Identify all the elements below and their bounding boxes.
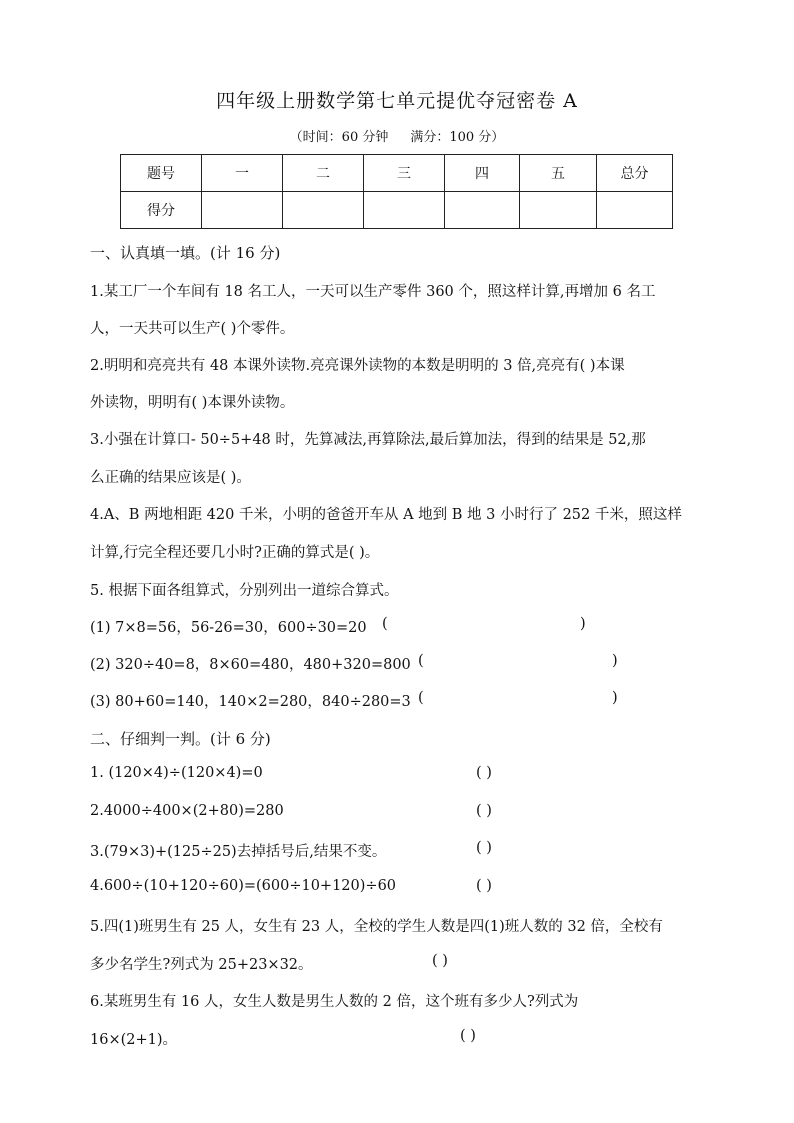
sub-item-2-close-paren: ) <box>612 653 618 669</box>
score-table-header: 四 <box>445 155 520 192</box>
score-table-header: 一 <box>202 155 283 192</box>
question-line: 5. 根据下面各组算式，分别列出一道综合算式。 <box>90 583 399 599</box>
judge-mark-5: ( ) <box>432 953 448 969</box>
judge-item-6-line-2: 16×(2+1)。 <box>90 1032 178 1048</box>
score-table-score-row <box>121 192 673 229</box>
question-line: 计算,行完全程还要几小时?正确的算式是( )。 <box>90 545 380 561</box>
sub-item-2-open-paren: ( <box>418 653 424 669</box>
sub-item-3-text: (3) 80+60=140，140×2=280，840÷280=3 <box>90 694 411 710</box>
question-line: 1.某工厂一个车间有 18 名工人，一天可以生产零件 360 个，照这样计算,再增加 6 名工 <box>90 284 656 300</box>
judge-item-5-line-1: 5.四(1)班男生有 25 人，女生有 23 人，全校的学生人数是四(1)班人数的 32 倍，全校有 <box>90 919 663 935</box>
score-table-header: 五 <box>520 155 597 192</box>
section-2-heading: 二、仔细判一判。(计 6 分) <box>90 730 271 748</box>
question-line: 外读物，明明有( )本课外读物。 <box>90 395 295 411</box>
judge-mark-2: ( ) <box>476 803 492 819</box>
score-table-header: 总分 <box>597 155 673 192</box>
score-cell[interactable] <box>202 192 283 229</box>
score-table-header: 三 <box>364 155 445 192</box>
judge-item-3: 3.(79×3)+(125÷25)去掉括号后,结果不变。 <box>90 844 387 860</box>
sub-item-2-text: (2) 320÷40=8，8×60=480，480+320=800 <box>90 657 411 673</box>
score-cell[interactable] <box>283 192 364 229</box>
judge-mark-1: ( ) <box>476 765 492 781</box>
page-title: 四年级上册数学第七单元提优夺冠密卷 A <box>216 90 578 112</box>
question-line: 人，一天共可以生产( )个零件。 <box>90 321 295 337</box>
judge-mark-4: ( ) <box>476 878 492 894</box>
score-cell[interactable] <box>364 192 445 229</box>
sub-item-3-open-paren: ( <box>418 690 424 706</box>
judge-item-6-line-1: 6.某班男生有 16 人，女生人数是男生人数的 2 倍，这个班有多少人?列式为 <box>90 994 579 1010</box>
question-line: 4.A、B 两地相距 420 千米，小明的爸爸开车从 A 地到 B 地 3 小时行了 252 千米，照这样 <box>90 507 682 523</box>
sub-item-1-text: (1) 7×8=56，56-26=30，600÷30=20 <box>90 620 367 636</box>
section-1-heading: 一、认真填一填。(计 16 分) <box>90 244 281 262</box>
question-line: 3.小强在计算口- 50÷5+48 时，先算减法,再算除法,最后算加法，得到的结果是 52,那 <box>90 432 646 448</box>
score-cell[interactable] <box>520 192 597 229</box>
sub-item-1-open-paren: ( <box>382 616 388 632</box>
score-table-header: 题号 <box>121 155 202 192</box>
exam-time: （时间：60 分钟 <box>289 130 389 145</box>
score-table-header: 二 <box>283 155 364 192</box>
exam-info <box>0 126 794 145</box>
judge-mark-6: ( ) <box>460 1028 476 1044</box>
score-table-header-row <box>121 155 673 192</box>
exam-full-score: 满分：100 分） <box>410 130 505 145</box>
score-cell[interactable] <box>445 192 520 229</box>
score-cell[interactable] <box>597 192 673 229</box>
sub-item-3-close-paren: ) <box>612 690 618 706</box>
judge-item-1: 1. (120×4)÷(120×4)=0 <box>90 765 263 781</box>
question-line: 2.明明和亮亮共有 48 本课外读物.亮亮课外读物的本数是明明的 3 倍,亮亮有( )本课 <box>90 358 625 374</box>
question-line: 么正确的结果应该是( )。 <box>90 470 251 486</box>
judge-item-5-line-2: 多少名学生?列式为 25+23×32。 <box>90 957 313 973</box>
sub-item-1-close-paren: ) <box>580 616 586 632</box>
score-table <box>120 154 673 229</box>
score-row-label: 得分 <box>121 192 202 229</box>
judge-item-2: 2.4000÷400×(2+80)=280 <box>90 803 284 819</box>
judge-item-4: 4.600÷(10+120÷60)=(600÷10+120)÷60 <box>90 878 397 894</box>
judge-mark-3: ( ) <box>476 840 492 856</box>
